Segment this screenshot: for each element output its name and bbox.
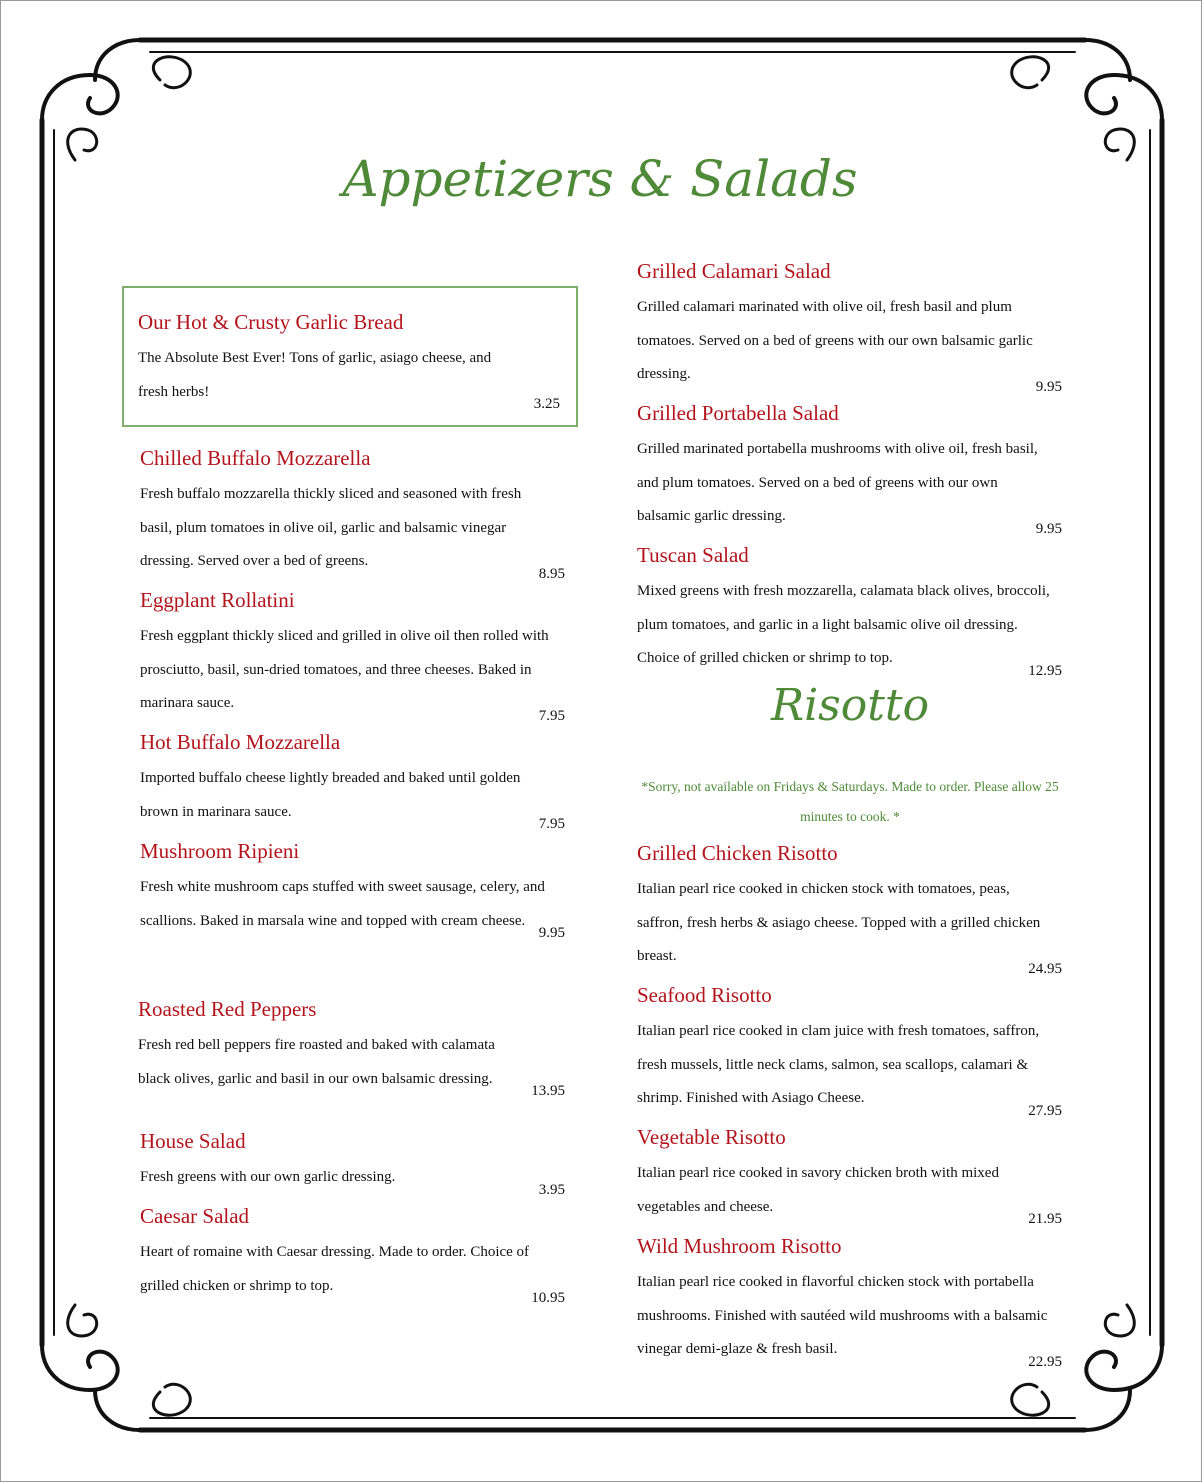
item-description: Heart of romaine with Caesar dressing. Made to order. Choice of grilled chicken or shrimp to top. [140,1244,530,1294]
item-name: Seafood Risotto [637,983,772,1007]
item-price: 3.25 [533,396,560,412]
item-name: Vegetable Risotto [637,1125,786,1149]
item-name: Grilled Calamari Salad [637,259,831,283]
item-description: Imported buffalo cheese lightly breaded and baked until golden brown in marinara sauce. [140,770,521,820]
item-price: 8.95 [538,565,565,582]
item-name: Tuscan Salad [637,543,749,567]
menu-item-caesar-salad [140,1202,565,1306]
item-price: 27.95 [1028,1102,1062,1119]
item-price: 9.95 [1035,378,1062,395]
menu-item-vegetable-risotto [637,1123,1062,1227]
menu-item-grilled-portabella-salad [637,399,1062,537]
item-price: 3.95 [538,1181,565,1198]
item-description: Fresh red bell peppers fire roasted and baked with calamata black olives, garlic and basil in our own balsamic dressing. [138,1037,495,1087]
menu-item-wild-mushroom-risotto [637,1232,1062,1370]
item-name: Eggplant Rollatini [140,588,295,612]
menu-item-grilled-chicken-risotto [637,839,1062,977]
item-name: Our Hot & Crusty Garlic Bread [138,310,404,334]
item-name: Mushroom Ripieni [140,839,300,863]
item-description: Grilled calamari marinated with olive oil, fresh basil and plum tomatoes. Served on a bed of greens with our own balsamic garlic dressing. [637,299,1033,382]
menu-item-roasted-red-peppers [138,995,565,1099]
item-description: Italian pearl rice cooked in savory chicken broth with mixed vegetables and cheese. [637,1165,999,1215]
item-price: 24.95 [1028,960,1062,977]
item-name: Hot Buffalo Mozzarella [140,730,341,754]
item-price: 7.95 [538,707,565,724]
item-price: 21.95 [1028,1211,1062,1227]
item-description: Fresh greens with our own garlic dressing. [140,1169,396,1185]
risotto-heading: Risotto [770,680,930,731]
item-price: 7.95 [538,816,565,832]
item-price: 9.95 [1035,520,1062,537]
item-description: Italian pearl rice cooked in flavorful chicken stock with portabella mushrooms. Finished with sautéed wild mushrooms with a balsamic vinegar demi-glaze & fresh basil. [637,1274,1048,1357]
menu-item-eggplant-rollatini [140,586,565,724]
item-description: The Absolute Best Ever! Tons of garlic, asiago cheese, and fresh herbs! [138,350,492,400]
item-name: Chilled Buffalo Mozzarella [140,446,371,470]
item-description: Mixed greens with fresh mozzarella, calamata black olives, broccoli, plum tomatoes, and garlic in a light balsamic olive oil dressing. Choice of grilled chicken or shrimp to top. [637,583,1050,666]
item-price: 22.95 [1028,1353,1062,1370]
item-price: 9.95 [538,925,565,941]
menu-item-grilled-calamari-salad [637,257,1062,395]
item-name: House Salad [140,1129,246,1153]
item-price: 13.95 [531,1083,565,1099]
item-description: Italian pearl rice cooked in chicken stock with tomatoes, peas, saffron, fresh herbs & asiago cheese. Topped with a grilled chicken breast. [637,881,1041,964]
menu-item-garlic-bread [138,308,560,412]
risotto-note: *Sorry, not available on Fridays & Saturdays. Made to order. Please allow 25 minutes to cook. * [641,779,1059,824]
item-name: Roasted Red Peppers [138,997,317,1021]
appetizers-salads-heading: Appetizers & Salads [342,150,858,208]
menu-item-chilled-buffalo-mozzarella [140,444,565,582]
menu-item-tuscan-salad [637,541,1062,679]
item-description: Italian pearl rice cooked in clam juice with fresh tomatoes, saffron, fresh mussels, little neck clams, salmon, sea scallops, calamari & shrimp. Finished with Asiago Cheese. [637,1023,1040,1106]
item-description: Fresh white mushroom caps stuffed with sweet sausage, celery, and scallions. Baked in marsala wine and topped with cream cheese. [140,879,545,929]
item-description: Fresh buffalo mozzarella thickly sliced and seasoned with fresh basil, plum tomatoes in olive oil, garlic and balsamic vinegar dressing. Served over a bed of greens. [140,486,522,569]
item-price: 10.95 [531,1290,565,1306]
menu-item-hot-buffalo-mozzarella [140,728,565,832]
item-description: Grilled marinated portabella mushrooms with olive oil, fresh basil, and plum tomatoes. Served on a bed of greens with our own balsamic garlic dressing. [637,441,1038,524]
item-name: Grilled Portabella Salad [637,401,839,425]
item-name: Wild Mushroom Risotto [637,1234,842,1258]
item-name: Caesar Salad [140,1204,250,1228]
menu-item-mushroom-ripieni [140,837,565,941]
item-description: Fresh eggplant thickly sliced and grilled in olive oil then rolled with prosciutto, basil, sun-dried tomatoes, and three cheeses. Baked in marinara sauce. [140,628,549,711]
menu-item-seafood-risotto [637,981,1062,1119]
item-name: Grilled Chicken Risotto [637,841,838,865]
item-price: 12.95 [1028,662,1062,679]
menu-item-house-salad [140,1127,565,1198]
